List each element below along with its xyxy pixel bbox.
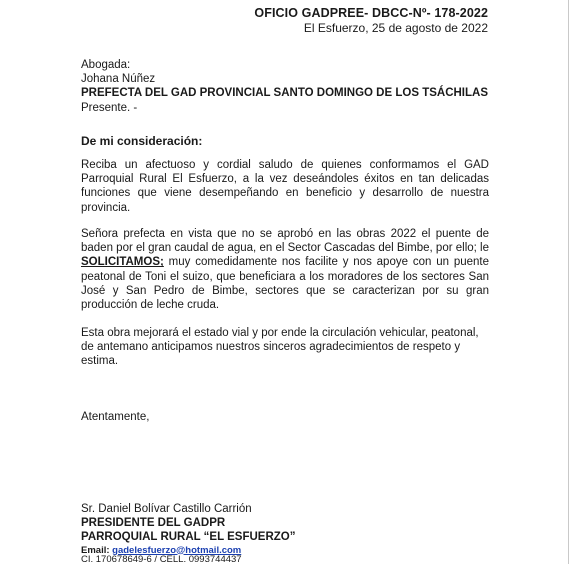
paragraph-3: Esta obra mejorará el estado vial y por ende la circulación vehicular, peatonal, de antemano anticipamos nuestros sinceros agradecimientos de respeto y estima. xyxy=(81,327,479,368)
solicitamos-emphasis: SOLICITAMOS; xyxy=(81,256,164,269)
email-label: Email: xyxy=(81,544,110,556)
signature-block xyxy=(81,502,489,557)
paragraph-2 xyxy=(81,227,489,312)
signer-role-1: PRESIDENTE DEL GADPR xyxy=(81,517,226,530)
paragraph-2-before: Señora prefecta en vista que no se aprobó en las obras 2022 el puente de baden por el gran caudal de agua, en el Sector Cascadas del Bimbe, por ello; le xyxy=(81,228,489,255)
paragraph-2-after: muy comedidamente nos facilite y nos apoye con un puente peatonal de Toni el suizo, que beneficiara a los moradores de los sectores San José y San Pedro de Bimbe, sectores que se caracterizan por su gran producción de leche cruda. xyxy=(81,256,489,312)
contact-id-phone: CI. 170678649-6 / CELL. 0993744437 xyxy=(81,554,242,564)
recipient-title: Abogada: xyxy=(81,59,131,71)
email-link[interactable]: gadelesfuerzo@hotmail.com xyxy=(112,544,242,556)
place-date: El Esfuerzo, 25 de agosto de 2022 xyxy=(303,21,488,35)
recipient-presente: Presente. - xyxy=(81,101,138,114)
oficio-number: OFICIO GADPREE- DBCC-Nº- 178-2022 xyxy=(254,6,488,20)
recipient-block xyxy=(81,58,489,115)
recipient-name: Johana Núñez xyxy=(81,73,156,86)
signer-name: Sr. Daniel Bolívar Castillo Carrión xyxy=(81,503,252,515)
page-edge xyxy=(568,0,569,564)
closing: Atentamente, xyxy=(81,411,150,423)
greeting: De mi consideración: xyxy=(81,134,203,148)
signer-role-2: PARROQUIAL RURAL “EL ESFUERZO” xyxy=(81,531,296,544)
recipient-position: PREFECTA DEL GAD PROVINCIAL SANTO DOMINGO DE LOS TSÁCHILAS xyxy=(81,87,488,100)
paragraph-1: Reciba un afectuoso y cordial saludo de quienes conformamos el GAD Parroquial Rural El Esfuerzo, a la vez deseándoles éxitos en tan delicadas funciones que viene desempeñando en beneficio y desarrollo de nuestra provincia. xyxy=(81,159,489,214)
